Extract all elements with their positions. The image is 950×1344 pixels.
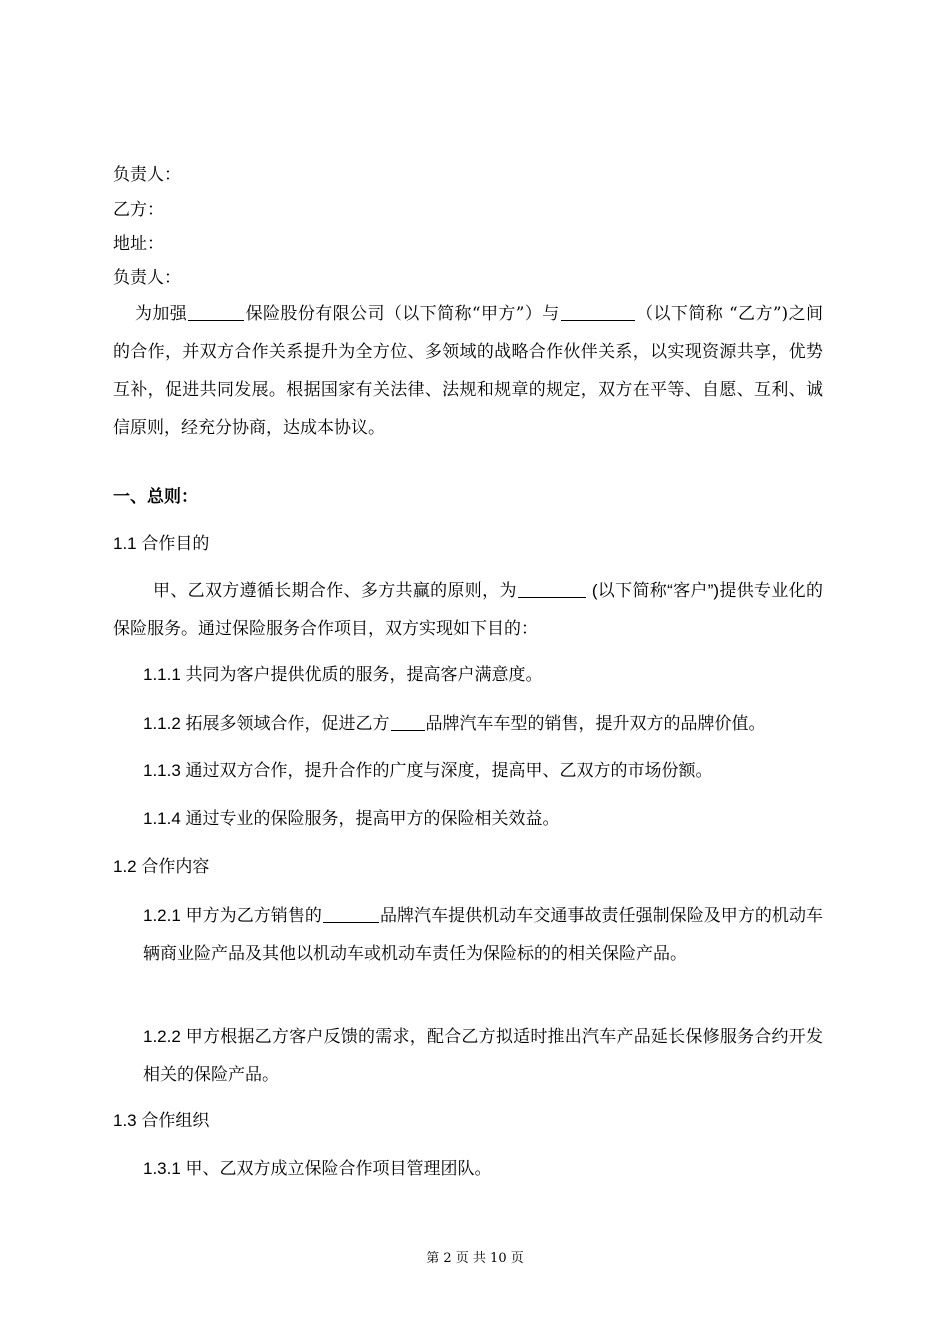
item-1-1-4: 1.1.4 通过专业的保险服务，提高甲方的保险相关效益。 [143,809,560,828]
item-1-1-3: 1.1.3 通过双方合作，提升合作的广度与深度，提高甲、乙双方的市场份额。 [143,761,713,780]
party-a-representative: 负责人： [113,165,181,185]
s1-1-text-1: 甲、乙双方遵循长期合作、多方共赢的原则，为 [153,581,517,600]
address-label: 地址： [113,234,164,254]
item-1-2-1 [143,897,823,973]
section-1-1-paragraph [113,572,823,648]
item-1-1-2 [143,713,766,734]
intro-text-1: 为加强 [135,304,188,324]
blank-client-name [518,580,586,598]
section-1-1-title: 1.1 合作目的 [113,534,210,553]
page-number-footer: 第 2 页 共 10 页 [426,1251,524,1266]
item-1-1-1: 1.1.1 共同为客户提供优质的服务，提高客户满意度。 [143,665,543,684]
blank-brand-name-2 [323,905,379,923]
blank-brand-name [391,713,425,731]
item-1-2-2: 1.2.2 甲方根据乙方客户反馈的需求，配合乙方拟适时推出汽车产品延长保修服务合约开发相关的保险产品。 [143,1027,823,1084]
party-b-representative: 负责人： [113,268,181,288]
section-title-general: 一、总则： [113,487,198,506]
s1-1-text-2: (以下简称“客户”)提供专业化的保险服务。通过保险服务合作项目，双方实现如下目的： [113,581,823,638]
item-1-1-2-text-2: 品牌汽车车型的销售，提升双方的品牌价值。 [425,714,766,733]
intro-paragraph [113,295,823,447]
item-1-2-1-text-1: 1.2.1 甲方为乙方销售的 [143,906,322,925]
item-1-2-1-text-2: 品牌汽车提供机动车交通事故责任强制保险及甲方的机动车辆商业险产品及其他以机动车或机动车责任为保险标的的相关保险产品。 [143,906,824,963]
section-1-3-title: 1.3 合作组织 [113,1111,210,1130]
blank-company-name [188,303,244,321]
intro-text-2: 保险股份有限公司（以下简称“甲方”）与 [245,304,560,324]
party-b-label: 乙方： [113,200,164,220]
item-1-1-2-text-1: 1.1.2 拓展多领域合作，促进乙方 [143,714,390,733]
section-1-2-title: 1.2 合作内容 [113,857,210,876]
intro-text-3: （以下简称 “乙方”)之间的合作，并双方合作关系提升为全方位、多领域的战略合作伙伴关系，以实现资源共享，优势互补，促进共同发展。根据国家有关法律、法规和规章的规定，双方在平等、自愿、互利、诚信原则，经充分协商，达成本协议。 [113,304,824,438]
item-1-3-1: 1.3.1 甲、乙双方成立保险合作项目管理团队。 [143,1159,492,1178]
blank-party-b-name [561,303,635,321]
